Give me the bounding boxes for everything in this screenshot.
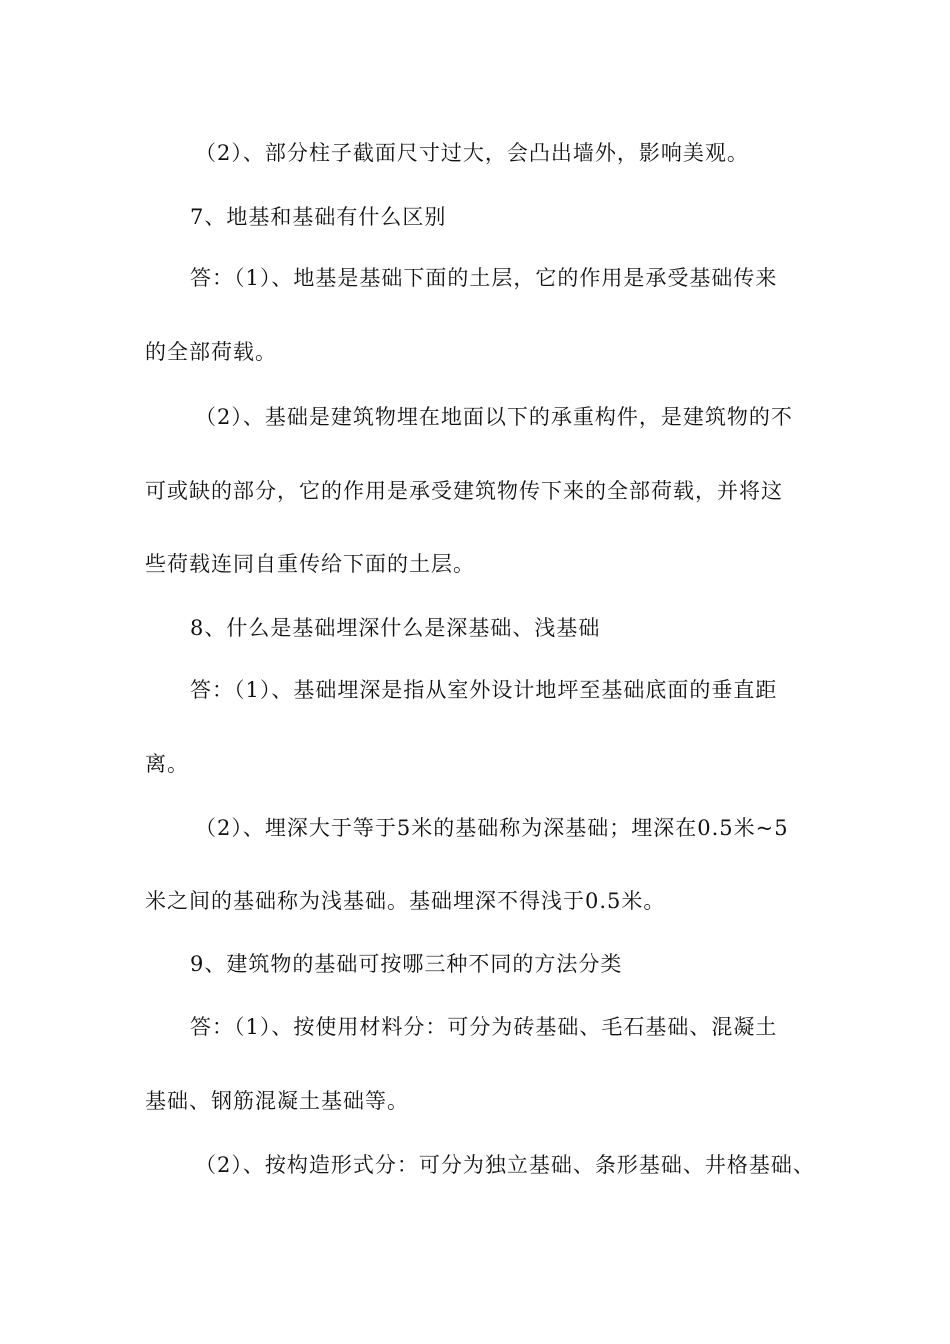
text-line: （2）、按构造形式分：可分为独立基础、条形基础、井格基础、 xyxy=(195,1153,815,1177)
question-heading: 7、地基和基础有什么区别 xyxy=(190,205,447,229)
text-line: （2）、埋深大于等于5米的基础称为深基础；埋深在0.5米~5 xyxy=(195,816,789,840)
text-line: （2）、基础是建筑物埋在地面以下的承重构件，是建筑物的不 xyxy=(195,405,793,429)
text-line: 的全部荷载。 xyxy=(145,340,277,364)
text-line: 答：（1）、地基是基础下面的土层，它的作用是承受基础传来 xyxy=(190,266,778,290)
question-heading: 9、建筑物的基础可按哪三种不同的方法分类 xyxy=(190,952,623,976)
text-line: （2）、部分柱子截面尺寸过大，会凸出墙外，影响美观。 xyxy=(195,141,749,165)
question-heading: 8、什么是基础埋深什么是深基础、浅基础 xyxy=(190,616,601,640)
text-line: 米之间的基础称为浅基础。基础埋深不得浅于0.5米。 xyxy=(145,889,666,913)
text-line: 答：（1）、基础埋深是指从室外设计地坪至基础底面的垂直距 xyxy=(190,678,778,702)
text-line: 些荷载连同自重传给下面的土层。 xyxy=(145,552,475,576)
text-line: 答：（1）、按使用材料分：可分为砖基础、毛石基础、混凝土 xyxy=(190,1015,778,1039)
text-line: 离。 xyxy=(145,752,189,776)
text-line: 基础、钢筋混凝土基础等。 xyxy=(145,1089,409,1113)
text-line: 可或缺的部分，它的作用是承受建筑物传下来的全部荷载，并将这 xyxy=(145,479,783,503)
